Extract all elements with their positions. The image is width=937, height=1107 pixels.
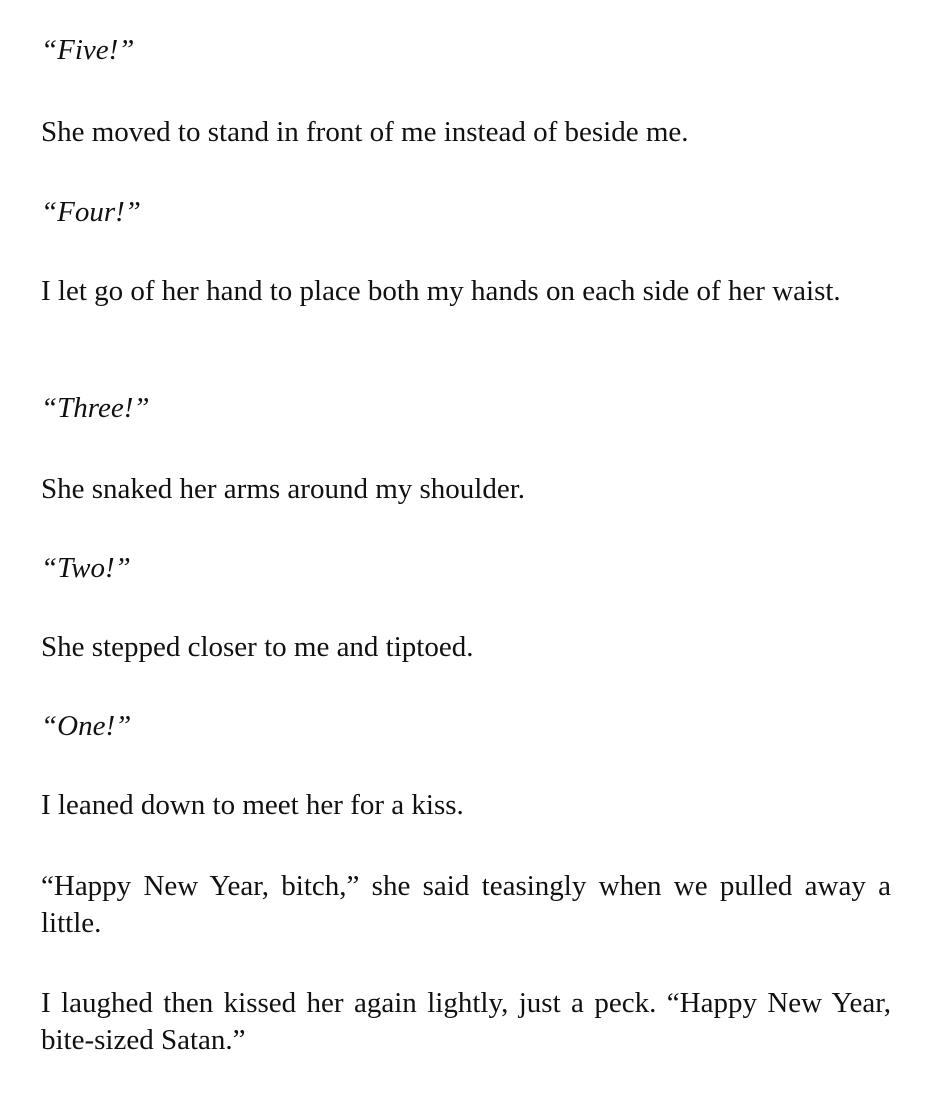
paragraph-hands-on-waist: I let go of her hand to place both my hands on each side of her waist. <box>41 275 841 307</box>
countdown-five: “Five!” <box>41 34 135 66</box>
paragraph-bite-sized-satan: I laughed then kissed her again lightly, just a peck. “Happy New Year, bite-sized Satan.” <box>41 987 891 1056</box>
countdown-four: “Four!” <box>41 196 141 228</box>
paragraph-moved-in-front: She moved to stand in front of me instead of beside me. <box>41 116 689 148</box>
paragraph-leaned-down: I leaned down to meet her for a kiss. <box>41 789 464 821</box>
countdown-one: “One!” <box>41 710 132 742</box>
countdown-three: “Three!” <box>41 392 150 424</box>
paragraph-arms-around-shoulder: She snaked her arms around my shoulder. <box>41 473 526 505</box>
paragraph-happy-new-year: “Happy New Year, bitch,” she said teasingly when we pulled away a little. <box>41 870 891 939</box>
countdown-two: “Two!” <box>41 552 131 584</box>
paragraph-stepped-closer: She stepped closer to me and tiptoed. <box>41 631 474 663</box>
